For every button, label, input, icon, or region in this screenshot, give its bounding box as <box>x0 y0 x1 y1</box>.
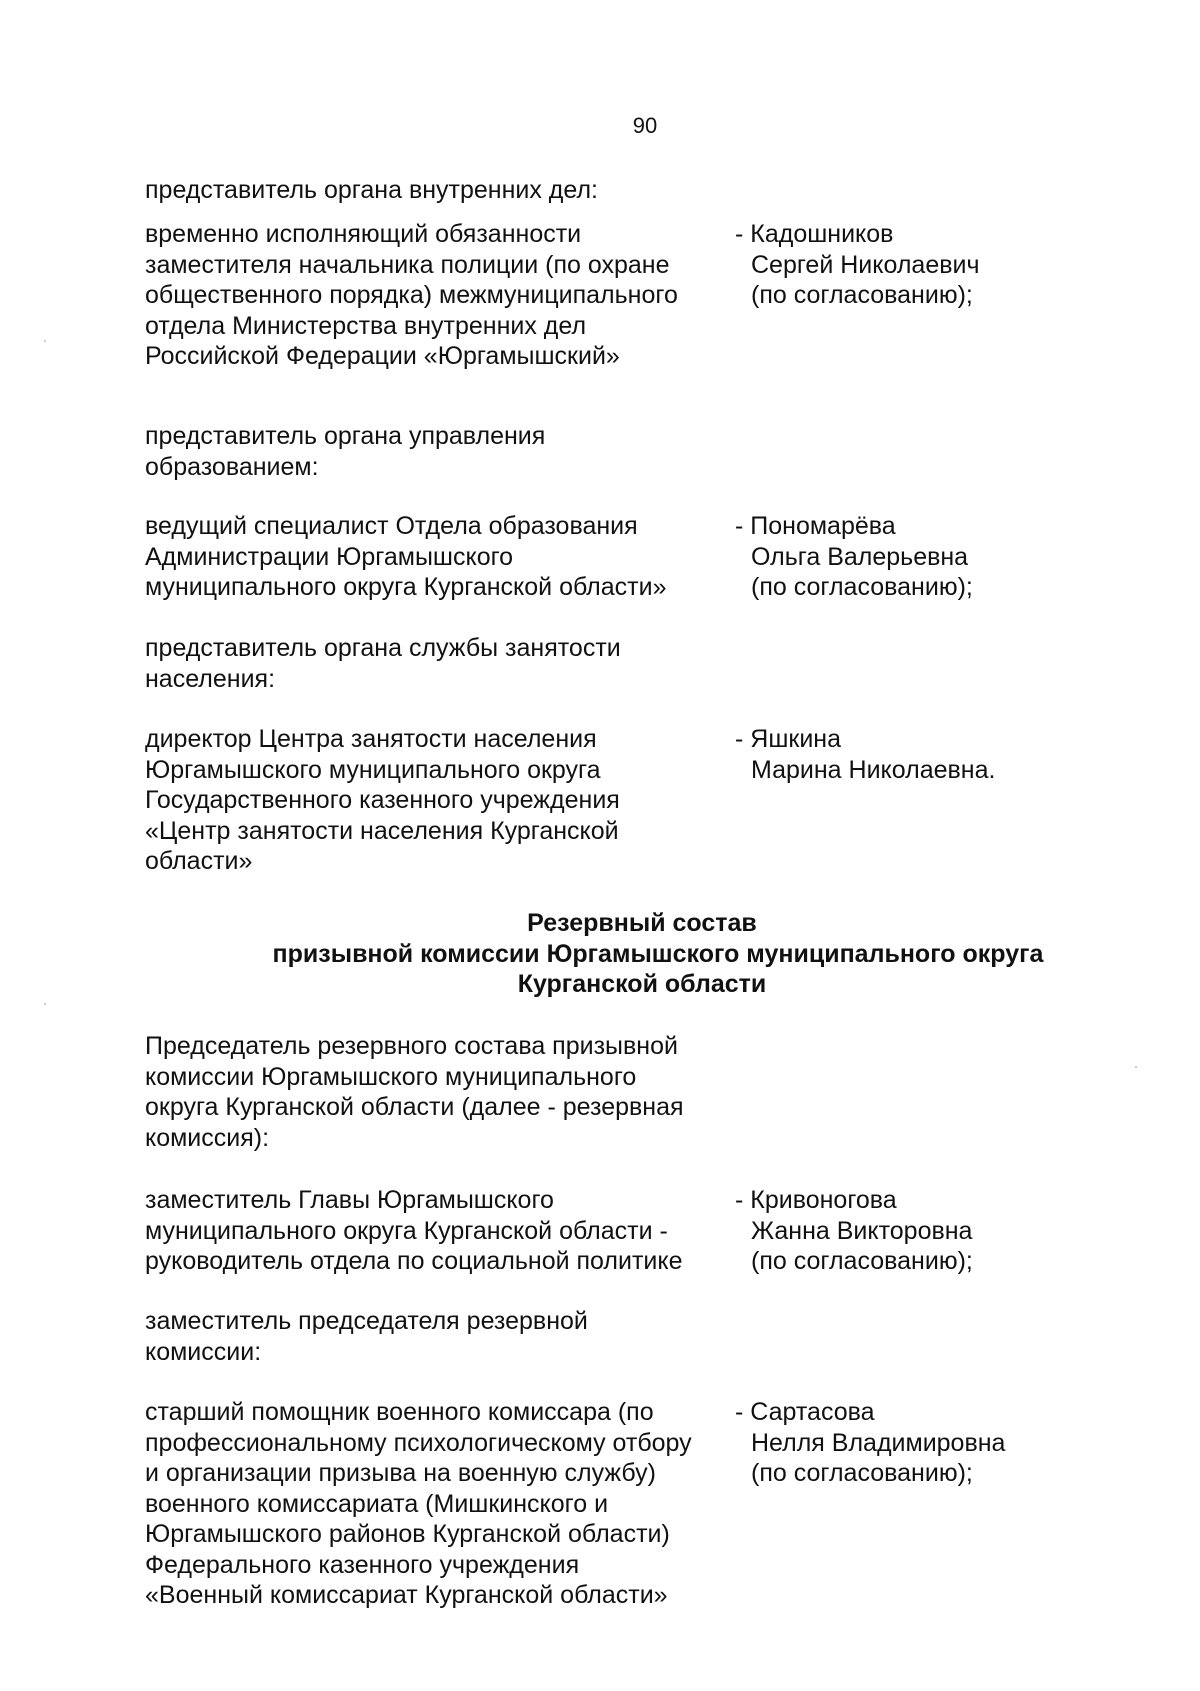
text-line: (по согласованию); <box>751 1459 973 1487</box>
person-yashkina <box>735 724 995 785</box>
text-line: ведущий специалист Отдела образования <box>145 512 638 540</box>
text-line: Председатель резервного состава призывной <box>145 1032 678 1060</box>
text-line: профессиональному психологическому отбору <box>145 1428 692 1457</box>
person-kadoshnikov <box>735 219 980 311</box>
text-line: директор Центра занятости населения <box>145 725 597 753</box>
text-line: «Военный комиссариат Курганской области» <box>145 1581 668 1609</box>
text-line: - Кадошников <box>735 220 894 248</box>
text-line: заместитель председателя резервной <box>145 1307 588 1335</box>
text-line: Администрации Юргамышского <box>145 542 514 571</box>
heading-line: Курганской области <box>517 970 767 998</box>
text-line: Юргамышского муниципального округа <box>145 755 601 784</box>
page-number: 90 <box>632 113 658 138</box>
scan-speck <box>1135 1066 1137 1068</box>
text-line: Марина Николаевна. <box>751 755 996 784</box>
text-line: комиссии: <box>145 1337 262 1366</box>
text-line: комиссия): <box>145 1123 270 1152</box>
section-heading <box>0 908 1200 1000</box>
heading-line: Резервный состав <box>527 909 757 937</box>
text-line: - Сартасова <box>735 1398 875 1426</box>
position-senior-assistant <box>145 1397 692 1611</box>
text-line: старший помощник военного комиссара (по <box>145 1398 654 1426</box>
text-line: «Центр занятости населения Курганской <box>145 816 619 845</box>
position-police-deputy <box>145 219 678 372</box>
position-employment-director <box>145 724 620 877</box>
category-internal-affairs <box>145 175 598 206</box>
text-line: представитель органа управления <box>145 422 546 450</box>
text-line: отдела Министерства внутренних дел <box>145 311 587 340</box>
text-line: Жанна Викторовна <box>751 1216 973 1245</box>
category-education <box>145 421 545 482</box>
text-line: - Кривоногова <box>735 1186 897 1214</box>
category-reserve-deputy <box>145 1306 588 1367</box>
text-line: (по согласованию); <box>751 573 973 601</box>
scan-speck <box>44 1003 46 1005</box>
text-line: округа Курганской области (далее - резервная <box>145 1093 684 1121</box>
person-ponomareva <box>735 511 973 603</box>
text-line: Государственного казенного учреждения <box>145 786 620 814</box>
text-line: заместитель Главы Юргамышского <box>145 1186 554 1214</box>
text-line: муниципального округа Курганской области - <box>145 1216 668 1245</box>
text-line: (по согласованию); <box>751 281 973 309</box>
text-line: образованием: <box>145 452 319 481</box>
text-line: области» <box>145 847 253 875</box>
category-reserve-chair <box>145 1031 684 1153</box>
text-line: (по согласованию); <box>751 1247 973 1275</box>
text-line: руководитель отдела по социальной политике <box>145 1247 683 1275</box>
text-line: муниципального округа Курганской области» <box>145 573 667 601</box>
text-line: представитель органа внутренних дел: <box>145 176 599 204</box>
text-line: и организации призыва на военную службу) <box>145 1459 656 1487</box>
text-line: военного комиссариата (Мишкинского и <box>145 1489 609 1518</box>
position-deputy-head <box>145 1185 683 1277</box>
text-line: - Пономарёва <box>735 512 896 540</box>
text-line: комиссии Юргамышского муниципального <box>145 1062 637 1091</box>
text-line: Федерального казенного учреждения <box>145 1550 580 1579</box>
person-krivonogova <box>735 1185 973 1277</box>
text-line: Нелля Владимировна <box>751 1428 1006 1457</box>
text-line: Юргамышского районов Курганской области) <box>145 1520 670 1548</box>
text-line: представитель органа службы занятости <box>145 634 621 662</box>
text-line: - Яшкина <box>735 725 841 753</box>
text-line: Российской Федерации «Юргамышский» <box>145 342 620 370</box>
text-line: населения: <box>145 664 276 693</box>
text-line: заместителя начальника полиции (по охране <box>145 250 670 279</box>
heading-line: призывной комиссии Юргамышского муниципального округа <box>272 939 1044 968</box>
person-sartasova <box>735 1397 1005 1489</box>
category-employment <box>145 633 621 694</box>
text-line: общественного порядка) межмуниципального <box>145 281 678 309</box>
text-line: Ольга Валерьевна <box>751 542 969 571</box>
text-line: временно исполняющий обязанности <box>145 220 582 248</box>
position-education-specialist <box>145 511 667 603</box>
text-line: Сергей Николаевич <box>751 250 980 279</box>
scan-speck <box>44 340 46 342</box>
